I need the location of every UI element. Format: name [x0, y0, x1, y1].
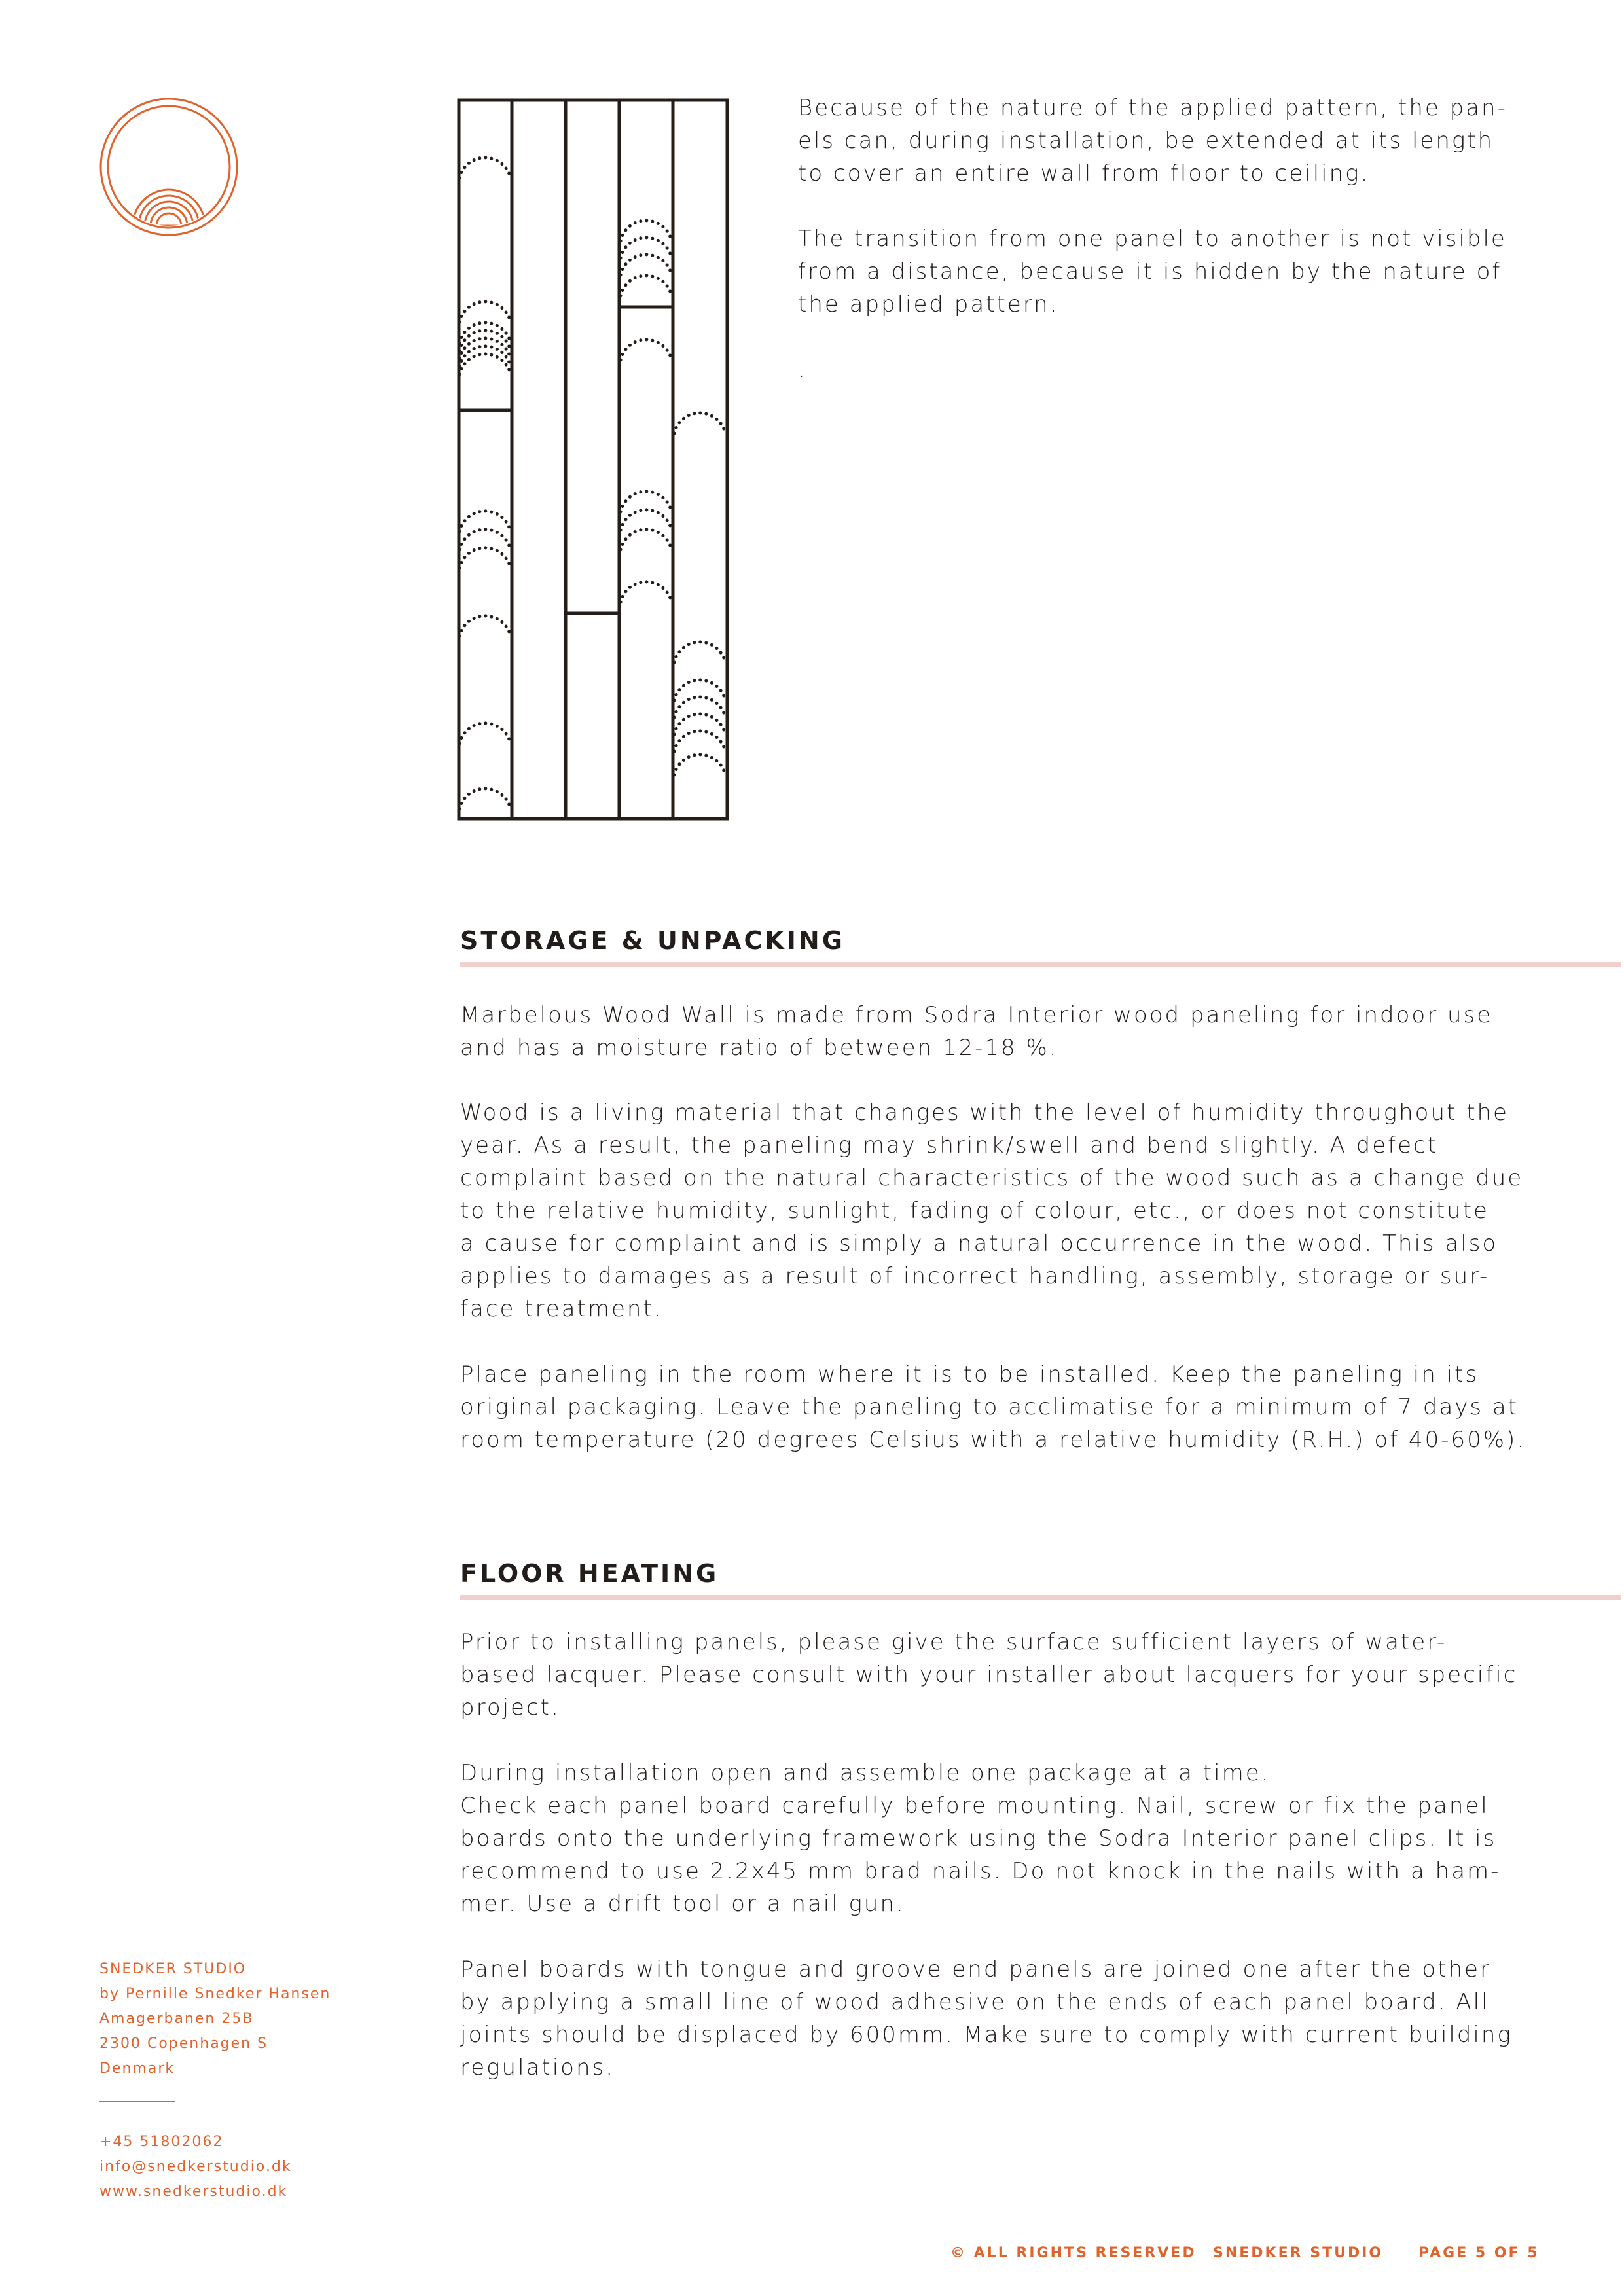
storage-paragraph-3: Place paneling in the room where it is to be installed. Keep the paneling in its original packaging. Leave the paneling to acclimatise for a minimum of 7 days at room temperature (20 degrees Celsius with a relative humidity (R.H.) of 40-60%). [460, 1361, 1526, 1453]
floor-paragraph-1: Prior to installing panels, please give the surface sufficient layers of water- based lacquer. Please consult with your installer about lacquers for your specific project. [460, 1629, 1518, 1721]
studio-address: SNEDKER STUDIO by Pernille Snedker Hansen Amagerbanen 25B 2300 Copenhagen S Denmark [99, 1961, 331, 2077]
storage-divider [460, 962, 1621, 967]
storage-heading: STORAGE & UNPACKING [460, 926, 845, 955]
intro-paragraph-2: The transition from one panel to another is not visible from a distance, because it is hidden by the nature of the applied pattern. [798, 226, 1507, 317]
floor-paragraph-3: Panel boards with tongue and groove end panels are joined one after the other by applying a small line of wood adhesive on the ends of each panel board. All joints should be displaced by 600mm. Make sure to comply with current building regulations. [460, 1956, 1513, 2081]
footer-brand: SNEDKER STUDIO [1213, 2245, 1384, 2261]
footer-rights: © ALL RIGHTS RESERVED [950, 2245, 1197, 2261]
panel-pattern-figure [457, 98, 729, 821]
intro-paragraph-3: . [798, 357, 807, 383]
storage-paragraph-2: Wood is a living material that changes with the level of humidity throughout the year. As a result, the paneling may shrink/swell and bend slightly. A defect complaint based on the natural characteristics of the wood such as a change due to the relative humidity, sunlight, fading of colour, etc., or does not constitute a cause for complaint and is simply a natural occurrence in the wood. This also applies to damages as a result of incorrect handling, assembly, storage or sur- face treatment. [460, 1100, 1524, 1322]
intro-paragraph-1: Because of the nature of the applied pattern, the pan- els can, during installation, be extended at its length to cover an entire wall from floor to ceiling. [798, 95, 1507, 187]
studio-contact-details: +45 51802062 info@snedkerstudio.dk www.snedkerstudio.dk [99, 2134, 292, 2200]
floor-heating-heading: FLOOR HEATING [460, 1559, 719, 1588]
floor-heating-divider [460, 1595, 1621, 1600]
storage-paragraph-1: Marbelous Wood Wall is made from Sodra Interior wood paneling for indoor use and has a moisture ratio of between 12-18 %. [460, 1002, 1493, 1061]
sunrise-logo-icon [97, 95, 241, 239]
footer-page-number: PAGE 5 OF 5 [1418, 2245, 1540, 2261]
floor-paragraph-2: During installation open and assemble one package at a time. Check each panel board carefully before mounting. Nail, screw or fix the panel boards onto the underlying framework using the Sodra Interior panel clips. It is recommend to use 2.2x45 mm brad nails. Do not knock in the nails with a ham- mer. Use a drift tool or a nail gun. [460, 1760, 1501, 1917]
contact-divider [99, 2101, 175, 2102]
